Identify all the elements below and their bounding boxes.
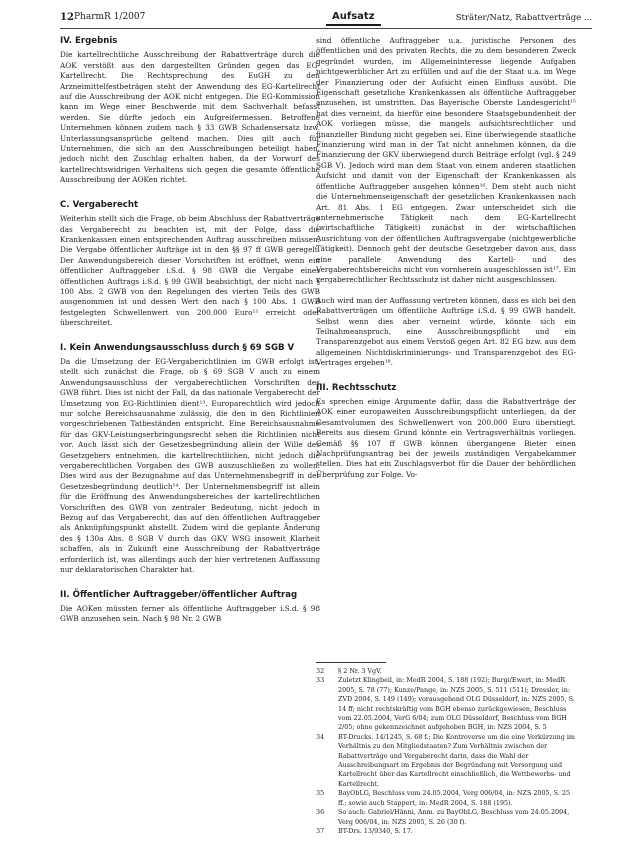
footnote-text: BT-Drucks. 14/1245, S. 68 f.; Die Kontroverse um die eine Verkürzung im Verhältnis zu den Mitgliedstaaten? Zum Verhältnis zwischen der Rabattverträge und Vergaberecht darin, dass die Wahl der Ausschreibungsart im Ergebnis der Begründung mit Versorgung und Kartellrecht über das Kartellrecht einschließlich, die Wettbewerbs- und Kartellrecht. (338, 732, 575, 788)
category-label: Aufsatz (326, 10, 381, 26)
section-heading: I. Kein Anwendungsausschluss durch § 69 SGB V (60, 342, 295, 353)
footnote-number: 36 (316, 808, 325, 817)
footnote (316, 808, 576, 827)
footnote-number: 34 (316, 732, 325, 741)
footnote-text: BT-Drs. 13/9340, S. 17. (338, 826, 413, 835)
right-column (316, 36, 576, 480)
footnotes (316, 667, 576, 836)
page-number: 12 (60, 12, 74, 23)
footnote-text: Zuletzt Klingbeil, in: MedR 2004, S. 188 (192); Burgi/Ewert, in: MedR 2005, S. 78 (77); Kunze/Pange, in: NZS 2005, S. 511 (511); Dressler, in: ZVD 2004, S. 149 (149); vorausgehend OLG Düsseldorf, in: NZS 2005, S. 14 ff; nicht rechtskräftig vom BGH ebenso zurückgewiesen, Beschluss vom 22.05.2004, VerG 6/04; zum OLG Düsseldorf, Beschluss vom BGH 2/05; ohne gekennzeichnet aufgehoben BGH, in: NZS 2004, S. 5 (338, 676, 575, 732)
footnote-text: BayObLG, Beschluss vom 24.05.2004, Verg 006/04, in: NZS 2005, S. 25 ff.; sowie auch Stappert, in: MedR 2004, S. 188 (195). (338, 789, 571, 807)
footnote-number: 37 (316, 826, 325, 835)
footnote-text: § 2 Nr. 3 VgV. (338, 667, 382, 675)
paragraph: sind öffentliche Auftraggeber u.a. juristische Personen des öffentlichen und des privaten Rechts, die zu dem besonderen Zweck gegründet wurden, im Allgemeininteresse liegende Aufgaben nichtgewerblicher Art zu erfüllen und auf die der Staat u.a. im Wege der Finanzierung oder der Aufsicht einen Einfluss ausübt. Die Eigenschaft gesetzliche Krankenkassen als öffentliche Auftraggeber anzusehen, ist umstritten. Das Bayerische Oberste Landesgericht¹⁵ hat dies verneint, da hierfür eine besondere Staatsgebundenheit der AOK vorliegen müsse, die mangels aufsichtsrechtlicher und finanzieller Bindung nicht gegeben sei. Eine überwiegende staatliche Finanzierung wird man in der Tat nicht annehmen können, da die Finanzierung der GKV überwiegend durch Beiträge erfolgt (vgl. § 249 SGB V). Jedoch wird man dem Staat von einem anderen staatlichen Aufsicht und damit von der Eigenschaft der Krankenkassen als öffentliche Auftraggeber ausgehen können¹⁶. Dem steht auch nicht die Unternehmenseigenschaft der gesetzlichen Krankenkassen nach Art. 81 Abs. 1 EG entgegen. Zwar unterscheidet sich die unternehmerische Tätigkeit nach dem EG-Kartellrecht (wirtschaftliche Tätigkeit) zunächst in der wirtschaftlichen Ausrichtung von der öffentlichen Auftragsvergabe (nichtgewerbliche Tätigkeit). Dennoch geht der deutsche Gesetzgeber davon aus, dass eine parallele Anwendung des Kartell- und des Vergaberechtsbereichs nicht von vornherein ausgeschlossen ist¹⁷. Ein vergaberechtlicher Rechtsschutz ist daher nicht ausgeschlossen. (316, 36, 576, 285)
footnote (316, 733, 576, 789)
footnote (316, 789, 576, 808)
running-title: Sträter/Natz, Rabattverträge ... (455, 13, 592, 23)
footnote-rule (316, 662, 386, 663)
footnote-number: 32 (316, 667, 325, 675)
section-heading: C. Vergaberecht (60, 199, 139, 210)
footnote (316, 676, 576, 732)
paragraph: Weiterhin stellt sich die Frage, ob beim Abschluss der Rabattverträge das Vergaberecht zu beachten ist, mit der Folge, dass die Krankenkassen einen entsprechenden Auftrag ausschreiben müssen. Die Vergabe öffentlicher Aufträge ist in den §§ 97 ff GWB geregelt. Der Anwendungsbereich dieser Vorschriften ist eröffnet, wenn ein öffentlicher Auftraggeber i.S.d. § 98 GWB die Vergabe eines öffentlichen Auftrags i.S.d. § 99 GWB beabsichtigt, der nicht nach § 100 Abs. 2 GWB von den Regelungen des vierten Teils des GWB ausgenommen ist und dessen Wert den nach § 100 Abs. 1 GWB festgelegten Schwellenwert von 200.000 Euro¹² erreicht oder überschreitet. (60, 214, 320, 328)
footnote (316, 827, 576, 836)
paragraph: Es sprechen einige Argumente dafür, dass die Rabattverträge der AOK einer europaweiten Ausschreibungspflicht unterliegen, da der Gesamtvolumen des Schwellenwert von 200.000 Euro überstiegt. Bereits aus diesem Grund könnte ein Vertragsverhältnis vorliegen. Gemäß §§ 107 ff GWB können übergangene Bieter einen Nachprüfungsantrag bei der jeweils zuständigen Vergabekammer stellen. Dies hat ein Zuschlagsverbot für die Dauer der behördlichen Überprüfung zur Folge. Vo- (316, 397, 576, 479)
paragraph: Die kartellrechtliche Ausschreibung der Rabattverträge durch die AOK verstößt aus den dargestellten Gründen gegen das EG-Kartellrecht. Die Rechtsprechung des EuGH zu den Arzneimittelfestbeträgen steht der Anwendung des EG-Kartellrecht auf die Ausschreibung der AOK nicht entgegen. Die EG-Kommission kann im Wege einer Beschwerde mit dem Sachverhalt befasst werden. Sie dürfte jedoch ein Aufgreifermessen. Betroffene Unternehmen können zudem nach § 33 GWB Schadensersatz bzw. Unterlassungsansprüche geltend machen. Dies gilt auch für Unternehmen, die sich an den Ausschreibungen beteiligt haben, jedoch nicht den Zuschlag erhalten haben, da der Vorwurf des kartellrechtswidrigen Verhaltens sich gegen die gesamte öffentliche Ausschreibung der AOKen richtet. (60, 50, 320, 185)
footnote (316, 667, 576, 676)
section-heading: II. Öffentlicher Auftraggeber/öffentlicher Auftrag (60, 589, 298, 600)
footnote-text: So auch: Gabriel/Hänni, Anm. zu BayObLG, Beschluss vom 24.05.2004, Verg 006/04, in: NZS 2005, S. 26 (30 f). (338, 808, 570, 826)
section-heading: III. Rechtsschutz (316, 382, 397, 393)
journal-name: PharmR 1/2007 (74, 12, 146, 22)
footnote-number: 33 (316, 676, 325, 685)
left-column (60, 36, 320, 625)
section-heading: IV. Ergebnis (60, 36, 118, 46)
paragraph: Auch wird man der Auffassung vertreten können, dass es sich bei den Rabattverträgen um öffentliche Aufträge i.S.d. § 99 GWB handelt. Selbst wenn dies aber verneint würde, könnte sich ein Teilnahmeanspruch, eine Ausschreibungspflicht und ein Transparenzgebot aus einem Verstoß gegen Art. 82 EG bzw. aus dem allgemeinen Nichtdiskriminierungs- und Transparenzgebot des EG-Vertrages ergeben¹⁸. (316, 295, 576, 368)
footnote-number: 35 (316, 789, 325, 798)
paragraph: Die AOKen müssten ferner als öffentliche Auftraggeber i.S.d. § 98 GWB anzusehen sein. Nach § 98 Nr. 2 GWB (60, 603, 320, 624)
paragraph: Da die Umsetzung der EG-Vergaberichtlinien im GWB erfolgt ist, stellt sich zunächst die Frage, ob § 69 SGB V auch zu einem Anwendungsausschluss der vergaberechtlichen Vorschriften des GWB führt. Dies ist nicht der Fall, da das nationale Vergaberecht der Umsetzung von EG-Richtlinien dient¹³. Europarechtlich wird jedoch nur solche Bereichsausnahme zulässig, die den in den Richtlinien vorgeschriebenen Tatbeständen entspricht. Eine Bereichsausnahme für das GKV-Leistungserbringungsrecht sehen die Richtlinien nicht vor. Auch lässt sich der Gesetzesbegründung allein der Wille des Gesetzgebers entnehmen, die kartellrechtlichen, nicht jedoch die vergaberechtlichen Vorgaben des GWB auszuschließen zu wollen. Dies wird aus der Bezugnahme auf das Unternehmensbegriff in der Gesetzesbegründung deutlich¹⁴. Der Unternehmensbegriff ist allein für die Eröffnung des Anwendungsbereiches der kartellrechtlichen Vorschriften des GWB von zentraler Bedeutung, nicht jedoch in Bezug auf das Vergaberecht, das auf den öffentlichen Auftraggeber als Anknüpfungspunkt abstellt. Zudem wird die geplante Änderung des § 130a Abs. 8 SGB V durch das GKV WSG insoweit Klarheit schaffen, als in Zukunft eine Ausschreibung der Rabattverträge erforderlich ist, was allerdings auch der hier vertretenen Auffassung nur deklaratorischen Charakter hat. (60, 356, 320, 575)
page-header (60, 12, 592, 29)
